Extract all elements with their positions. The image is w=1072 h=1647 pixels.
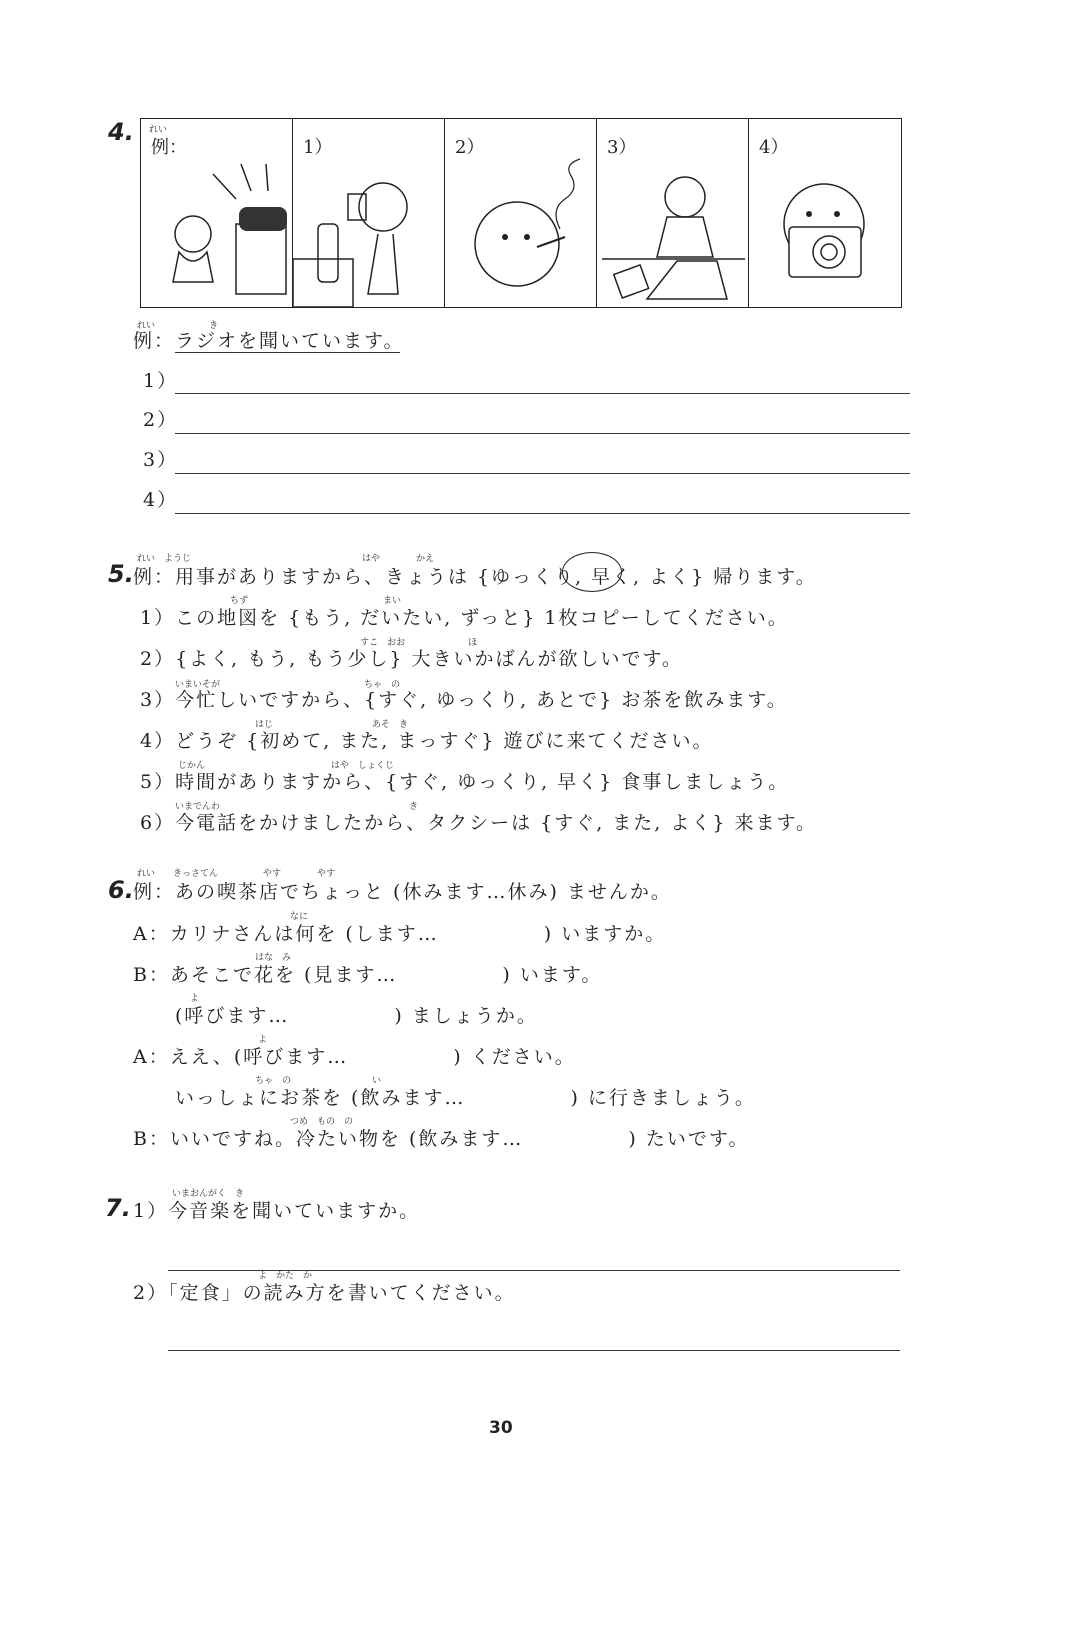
camera-illustration (749, 119, 901, 307)
panel-label: 2） (455, 137, 485, 158)
q6-line-3: (呼びます… ) ましょうか。 (133, 1005, 538, 1027)
panel-2 (445, 119, 597, 307)
q6-ruby-0: れい きっさてん やす やす (137, 869, 336, 879)
q5-ruby-2: すこ おお ほ (360, 638, 478, 648)
q4-number: 4. (108, 118, 134, 146)
q5-number: 5. (108, 560, 134, 588)
q6-ruby-6: つめ もの の (290, 1117, 354, 1127)
q6-line-5: いっしょにお茶を (飲みます… ) に行きましょう。 (133, 1087, 756, 1109)
q5-item-1: 1）この地図を {もう, だいたい, ずっと} 1枚コピーしてください。 (140, 607, 789, 629)
q4-example-ruby: れい き (137, 321, 219, 331)
q6-example: 例：あの喫茶店でちょっと (休みます…休み) ませんか。 (133, 881, 672, 903)
q5-ruby-5: じかん はや しょくじ (178, 761, 395, 771)
q5-ruby-4: はじ あそ き (255, 720, 409, 730)
q4-answer-line-1 (175, 393, 910, 394)
panel-ruby: れい (149, 125, 168, 135)
q6-ruby-5: ちゃ の い (255, 1076, 382, 1086)
panel-label: 例： (151, 137, 187, 158)
q7-question-1: 1）今音楽を聞いていますか。 (133, 1200, 421, 1222)
q5-ruby-0: れい ようじ はや かえ (137, 554, 435, 564)
q6-line-2: B：あそこで花を (見ます… ) います。 (133, 964, 603, 986)
q5-ruby-3: いまいそが ちゃ の (175, 680, 401, 690)
q4-answer-line-3 (175, 473, 910, 474)
q7-number: 7. (105, 1194, 131, 1222)
panel-4 (749, 119, 903, 307)
panel-label: 1） (303, 137, 333, 158)
q7-answer-line-2 (168, 1350, 900, 1351)
panel-example (141, 119, 293, 307)
panel-1 (293, 119, 445, 307)
q5-example: 例：用事がありますから、きょうは {ゆっくり, 早く, よく} 帰ります。 (133, 566, 817, 588)
radio-listening-illustration (141, 119, 291, 307)
q6-line-1: A：カリナさんは何を (します… ) いますか。 (133, 923, 667, 945)
q4-example: 例：ラジオを聞いています。 (133, 330, 405, 352)
q6-ruby-4: よ (258, 1035, 268, 1045)
q5-ruby-1: ちず まい (230, 596, 402, 606)
q7-question-2: 2）「定食」の読み方を書いてください。 (133, 1282, 516, 1304)
q4-example-underline (175, 352, 400, 353)
q4-answer-label-1: 1） (143, 370, 179, 392)
page-number: 30 (489, 1418, 513, 1438)
q4-picture-strip (140, 118, 902, 308)
q4-answer-line-2 (175, 433, 910, 434)
panel-3 (597, 119, 749, 307)
q5-item-6: 6）今電話をかけましたから、タクシーは {すぐ, また, よく} 来ます。 (140, 812, 817, 834)
q5-item-3: 3）今忙しいですから、{すぐ, ゆっくり, あとで} お茶を飲みます。 (140, 689, 788, 711)
smoking-illustration (445, 119, 595, 307)
q6-ruby-1: なに (290, 912, 309, 922)
q5-item-4: 4）どうぞ {初めて, また, まっすぐ} 遊びに来てください。 (140, 730, 714, 752)
q7-q2-ruby: よ かた か (258, 1271, 313, 1281)
q7-q1-ruby: いまおんがく き (172, 1189, 245, 1199)
q6-line-6: B：いいですね。冷たい物を (飲みます… ) たいです。 (133, 1128, 750, 1150)
q5-ruby-6: いまでんわ き (175, 802, 419, 812)
q6-ruby-3: よ (190, 994, 200, 1004)
q6-number: 6. (108, 876, 134, 904)
q4-answer-label-4: 4） (143, 489, 179, 511)
writing-illustration (597, 119, 747, 307)
q4-answer-label-3: 3） (143, 449, 179, 471)
q6-ruby-2: はな み (255, 953, 292, 963)
q6-line-4: A：ええ、(呼びます… ) ください。 (133, 1046, 576, 1068)
answer-circle (562, 552, 622, 592)
q5-item-5: 5）時間がありますから、{すぐ, ゆっくり, 早く} 食事しましょう。 (140, 771, 790, 793)
drinking-water-illustration (293, 119, 443, 307)
panel-label: 3） (607, 137, 637, 158)
panel-label: 4） (759, 137, 789, 158)
q4-answer-label-2: 2） (143, 409, 179, 431)
q5-item-2: 2）{よく, もう, もう少し} 大きいかばんが欲しいです。 (140, 648, 683, 670)
q4-answer-line-4 (175, 513, 910, 514)
